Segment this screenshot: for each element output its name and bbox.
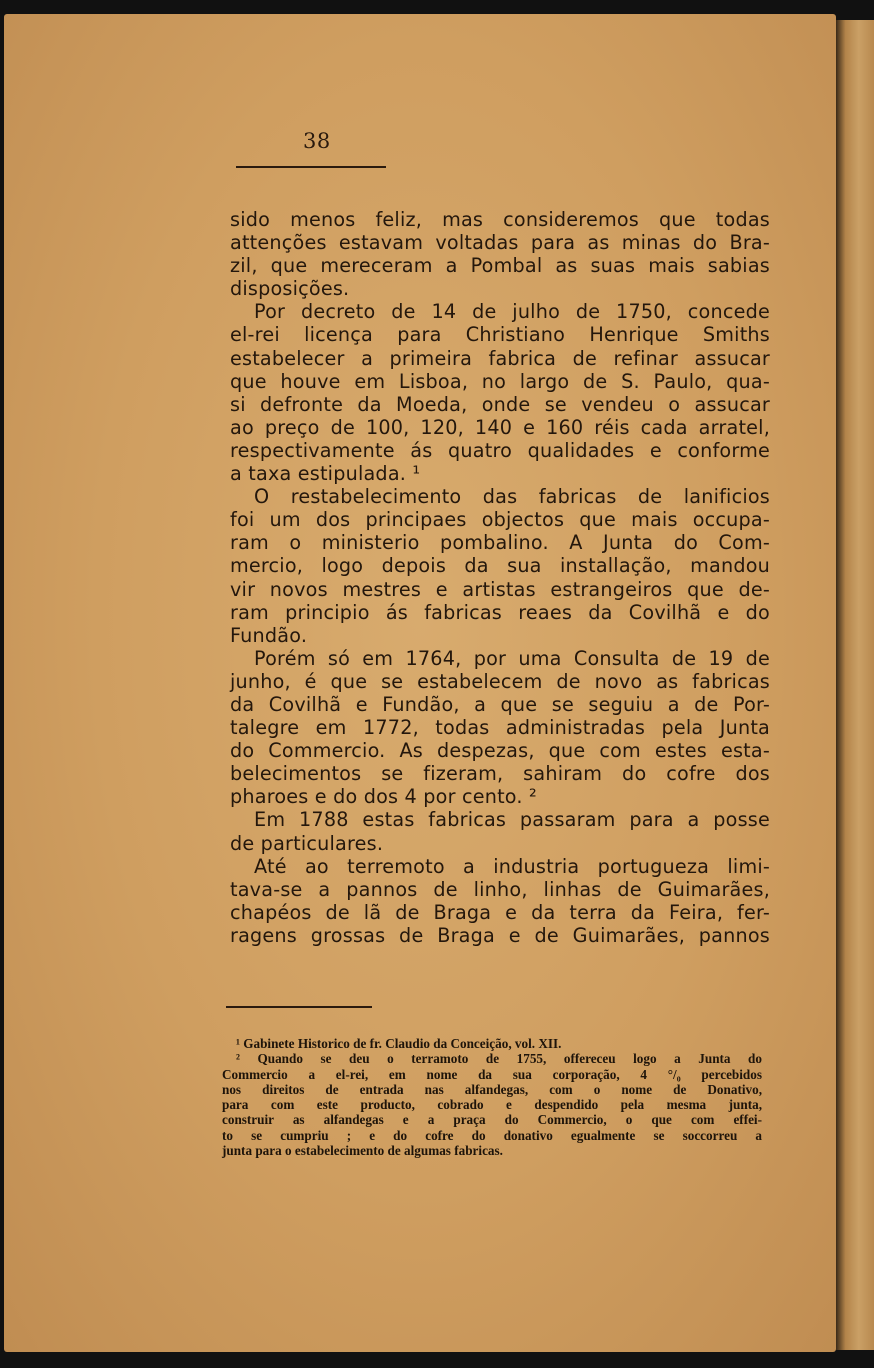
body-line: O restabelecimento das fabricas de lanificios <box>254 485 770 509</box>
body-line: a taxa estipulada. ¹ <box>230 462 421 486</box>
page-number: 38 <box>303 129 331 153</box>
footnote-line: ² Quando se deu o terramoto de 1755, offereceu logo a Junta do <box>236 1051 762 1067</box>
body-line: respectivamente ás quatro qualidades e conforme <box>230 438 770 462</box>
adjacent-page-edge <box>836 20 874 1350</box>
body-line: chapéos de lã de Braga e da terra da Feira, fer- <box>230 900 770 924</box>
body-line: da Covilhã e Fundão, a que se seguiu a de Por- <box>230 692 770 716</box>
body-line: disposições. <box>230 277 350 301</box>
body-line: foi um dos principaes objectos que mais occupa- <box>230 508 770 532</box>
body-line: ao preço de 100, 120, 140 e 160 réis cada arratel, <box>230 415 770 439</box>
body-line: junho, é que se estabelecem de novo as fabricas <box>230 669 770 693</box>
body-line: mercio, logo depois da sua installação, mandou <box>230 554 770 578</box>
body-line: Até ao terremoto a industria portugueza limi- <box>254 854 770 878</box>
body-line: Por decreto de 14 de julho de 1750, concede <box>254 300 770 324</box>
body-line: sido menos feliz, mas consideremos que todas <box>230 208 770 231</box>
footnote-line: nos direitos de entrada nas alfandegas, com o nome de Donativo, <box>222 1081 762 1097</box>
header-rule <box>236 166 386 168</box>
body-line: Em 1788 estas fabricas passaram para a posse <box>254 808 770 832</box>
footnote-line: construir as alfandegas e a praça do Commercio, o que com effei- <box>222 1112 762 1128</box>
body-line: estabelecer a primeira fabrica de refinar assucar <box>230 346 770 370</box>
body-line: si defronte da Moeda, onde se vendeu o assucar <box>230 392 770 416</box>
body-line: belecimentos se fizeram, sahiram do cofre dos <box>230 762 770 786</box>
footnote-line: ¹ Gabinete Historico de fr. Claudio da Conceição, vol. XII. <box>236 1036 562 1051</box>
body-line: el-rei licença para Christiano Henrique Smiths <box>230 323 770 347</box>
body-line: attenções estavam voltadas para as minas do Bra- <box>230 231 770 255</box>
body-line: de particulares. <box>230 831 384 855</box>
body-line: do Commercio. As despezas, que com estes esta- <box>230 739 770 763</box>
footnotes <box>222 1036 762 1158</box>
body-line: zil, que mereceram a Pombal as suas mais sabias <box>230 254 770 278</box>
body-line: Porém só em 1764, por uma Consulta de 19 de <box>254 646 770 670</box>
body-line: ram o ministerio pombalino. A Junta do Com- <box>230 531 770 555</box>
footnote-rule <box>226 1006 372 1008</box>
body-line: tava-se a pannos de linho, linhas de Guimarães, <box>230 877 770 901</box>
body-line: vir novos mestres e artistas estrangeiros que de- <box>230 577 770 601</box>
footnote-line: para com este producto, cobrado e despendido pela mesma junta, <box>222 1097 762 1113</box>
footnote-line: junta para o estabelecimento de algumas fabricas. <box>222 1143 503 1159</box>
body-line: que houve em Lisboa, no largo de S. Paulo, qua- <box>230 369 770 393</box>
footnote-line: to se cumpriu ; e do cofre do donativo egualmente se soccorreu a <box>222 1127 762 1143</box>
footnote-line: Commercio a el-rei, em nome da sua corporação, 4 °/₀ percebidos <box>222 1066 762 1082</box>
body-line: Fundão. <box>230 623 308 647</box>
body-line: ram principio ás fabricas reaes da Covilhã e do <box>230 600 770 624</box>
body-line: talegre em 1772, todas administradas pela Junta <box>230 716 770 740</box>
body-line: pharoes e do dos 4 por cento. ² <box>230 785 537 809</box>
body-text <box>230 208 770 947</box>
body-line: ragens grossas de Braga e de Guimarães, pannos <box>230 923 770 947</box>
